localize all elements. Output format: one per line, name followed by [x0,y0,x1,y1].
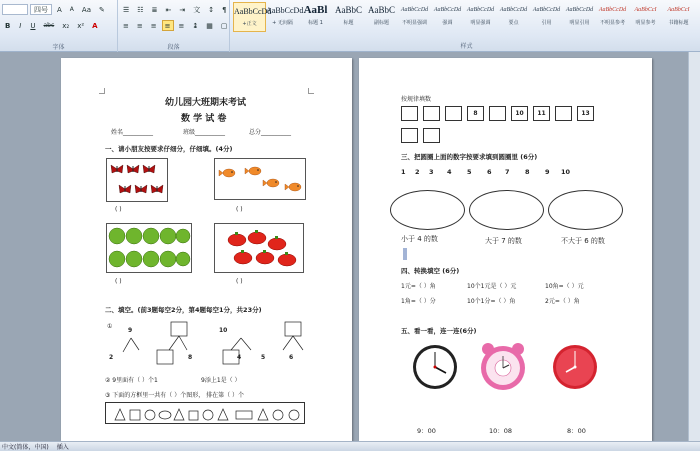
wall-clock-red [551,343,599,391]
style-preview: AaBbCcDd [532,7,561,13]
paragraph-group-label: 段落 [167,44,180,51]
shading-icon[interactable]: ▦ [206,21,213,30]
style-name: +正文 [242,21,257,27]
style-preview: AaBbCcI [634,7,657,13]
bullets-icon[interactable]: ☰ [123,5,130,14]
justify-icon[interactable]: ≡ [162,20,174,31]
conversion-item: 10个1分=（ ）角 [467,298,516,305]
style-preview: AaBbCcDd [266,6,304,15]
borders-icon[interactable]: ▢ [220,21,228,30]
peppers-picture [214,223,304,273]
circle-number: 10 [561,168,571,176]
styles-group-label: 样式 [460,43,473,50]
style-preview: AaBbCcDd [466,7,495,13]
style-name: 明显引用 [569,20,590,26]
style-name: 要点 [508,20,519,26]
circle-number: 8 [525,168,530,176]
number-trees [101,316,311,368]
tree-number: 10 [219,327,228,334]
time-label: 10：08 [489,427,513,435]
tree-number: 6 [289,354,294,361]
text-cursor [403,248,407,260]
butterflies-picture [106,158,168,202]
multilevel-list-icon[interactable]: ≣ [151,5,158,14]
sequence-box[interactable]: 11 [533,106,550,121]
underline-button[interactable]: U [30,21,36,30]
increase-indent-icon[interactable]: ⇥ [179,5,186,14]
align-center-icon[interactable]: ≡ [136,21,143,30]
apples-picture [106,223,192,273]
superscript-button[interactable]: x² [77,21,85,30]
style-item[interactable] [398,2,431,32]
conversion-item: 1元=（ ）角 [401,283,436,290]
style-item[interactable] [563,2,596,32]
circle-number: 7 [505,168,510,176]
style-name: 不明显参考 [599,20,625,26]
question-5: 五、看一看，连一连(6分) [401,327,477,335]
style-name: 标题 [343,20,354,26]
sort-icon[interactable]: ↕ [208,5,215,14]
style-item[interactable] [365,2,398,32]
font-group [0,0,118,52]
style-preview: AaBbCcDd [400,7,429,13]
style-item[interactable] [530,2,563,32]
corner-mark [99,88,105,94]
answer-blank[interactable]: ( ) [115,206,122,213]
style-preview: AaBbCcDd [598,7,627,13]
answer-blank[interactable]: ( ) [115,278,122,285]
oval-label: 不大于 6 的数 [561,237,605,245]
align-right-icon[interactable]: ≡ [150,21,157,30]
fill-line: ② 9里面有（ ）个1 [105,377,158,384]
question-4: 四、转换填空 (6分) [401,267,460,275]
style-item[interactable] [266,2,304,32]
language-status[interactable]: 中文(简体，中国) [2,444,49,451]
ribbon [0,0,700,52]
tree-number: 5 [261,354,266,361]
circle-number: 2 [415,168,420,176]
subscript-button[interactable]: x₂ [62,21,70,30]
align-left-icon[interactable]: ≡ [123,21,129,30]
chinese-layout-icon[interactable]: 文 [193,5,201,14]
page-1 [61,58,352,441]
decrease-indent-icon[interactable]: ⇤ [165,5,172,14]
time-label: 9：00 [417,427,436,435]
clear-format-icon[interactable]: ✎ [98,5,105,14]
question-2: 二、填空。(前3题每空2分，第4题每空1分，共23分) [105,306,262,314]
conversion-item: 10个1元是（ ）元 [467,283,517,290]
line-spacing-icon[interactable]: ↨ [192,21,199,30]
style-item[interactable] [464,2,497,32]
font-size-combo[interactable]: 四号 [30,4,52,15]
style-preview: AaBbCcDd [499,7,528,13]
alarm-clock-pink [477,340,529,392]
style-preview: AaBl [303,4,328,16]
sequence-box[interactable]: 10 [511,106,528,121]
circle-number: 6 [487,168,492,176]
style-name: 引用 [541,20,552,26]
conversion-item: 2元=（ ）角 [545,298,580,305]
item-marker: ① [107,323,113,330]
show-marks-icon[interactable]: ¶ [222,5,227,14]
tree-number: 2 [109,354,114,361]
style-name: 副标题 [373,20,389,26]
sequence-box[interactable] [401,128,418,143]
answer-blank[interactable]: ( ) [236,278,243,285]
style-name: 强调 [442,20,453,26]
circle-number: 5 [467,168,472,176]
numbering-icon[interactable]: ☷ [137,5,144,14]
conversion-item: 1角=（ ）分 [401,298,436,305]
score-field[interactable]: 总分__________ [249,129,292,136]
style-item[interactable] [233,2,272,32]
circle-number: 1 [401,168,406,176]
circle-number: 9 [545,168,550,176]
style-preview: AaBbCcI [667,7,690,13]
status-bar [0,441,700,451]
oval-label: 大于 7 的数 [485,237,522,245]
sequence-box[interactable] [445,106,462,121]
tree-number: 4 [237,354,242,361]
circle-number: 4 [447,168,452,176]
font-group-label: 字体 [52,44,65,51]
sequence-box[interactable] [489,106,506,121]
sequence-box[interactable] [423,106,440,121]
style-name: 标题 1 [308,20,323,26]
fill-line: ③ 下面的方框里一共有（ ）个图形， 排在第（ ）个 [105,392,245,399]
class-field[interactable]: 班级__________ [183,129,226,136]
font-name-combo[interactable] [2,4,28,15]
exam-title: 幼儿园大班期末考试 [165,98,247,108]
strikethrough-button[interactable]: abc [43,22,55,29]
exam-subtitle: 数 学 试 卷 [181,114,227,124]
answer-oval[interactable] [548,190,623,230]
paragraph-group [118,0,230,52]
question-3: 三、把圆圈上面的数字按要求填到圆圈里 (6分) [401,153,538,161]
style-item[interactable] [596,2,629,32]
page-2 [359,58,652,441]
question-1: 一、请小朋友按要求仔细分，仔细填。(4分) [105,145,233,153]
style-name: + 无间隔 [272,20,293,26]
styles-gallery [233,2,698,40]
name-field[interactable]: 姓名__________ [111,129,154,136]
corner-mark [308,88,314,94]
sequence-box[interactable]: 8 [467,106,484,121]
sequence-box[interactable] [423,128,440,143]
change-case-button[interactable]: Aa [81,5,91,14]
distributed-icon[interactable]: ≡ [178,21,185,30]
answer-blank[interactable]: ( ) [236,206,243,213]
style-name: 明显强调 [470,20,491,26]
style-item[interactable] [629,2,662,32]
bold-button[interactable]: B [5,21,11,30]
style-preview: AaBbC [335,5,362,15]
wall-clock-black [411,343,459,391]
vertical-scrollbar[interactable] [688,52,700,441]
answer-oval[interactable] [390,190,465,230]
tree-number: 8 [188,354,193,361]
oval-label: 小于 4 的数 [401,235,438,243]
circle-number: 3 [429,168,434,176]
italic-button[interactable]: I [19,21,22,30]
shapes-box [105,402,305,424]
style-name: 明显参考 [635,20,656,26]
style-item[interactable] [662,2,695,32]
style-item[interactable] [299,2,332,32]
font-color-button[interactable]: A [92,21,98,30]
grow-font-button[interactable]: A [57,5,62,14]
style-preview: AaBbCcDd [234,7,272,16]
sequence-box[interactable]: 13 [577,106,594,121]
time-label: 8：00 [567,427,586,435]
goldfish-picture [214,158,306,200]
sequence-box[interactable] [401,106,418,121]
style-preview: AaBbCcDd [433,7,462,13]
style-preview: AaBbCcDd [565,7,594,13]
answer-oval[interactable] [469,190,544,230]
fill-line: 9添上1是（ ） [201,377,241,384]
conversion-item: 10角=（ ）元 [545,283,584,290]
sequence-instruction: 按规律填数 [401,96,432,103]
sequence-box[interactable] [555,106,572,121]
style-item[interactable] [332,2,365,32]
tree-number: 9 [128,327,133,334]
style-preview: AaBbC [368,5,395,15]
shrink-font-button[interactable]: A [69,6,74,13]
insert-mode-status[interactable]: 插入 [56,444,69,451]
style-name: 不明显强调 [401,20,427,26]
style-item[interactable] [431,2,464,32]
style-name: 书籍标题 [668,20,689,26]
style-item[interactable] [497,2,530,32]
